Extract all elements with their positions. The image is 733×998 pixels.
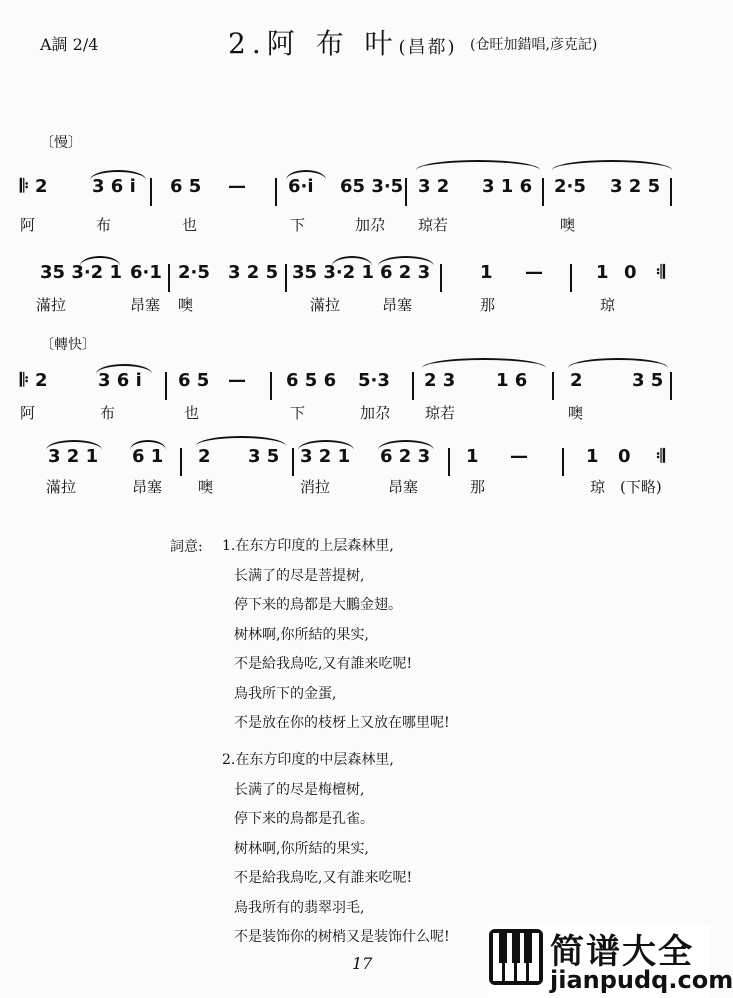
barline: [150, 178, 152, 206]
barline: [670, 178, 672, 206]
lyric: 加尕: [355, 216, 386, 234]
lyric: 下: [290, 216, 306, 234]
ciyi-label: 詞意:: [170, 539, 203, 555]
note-group: 2: [198, 446, 211, 467]
note-group: 𝄇: [656, 446, 665, 467]
verse-2: [222, 746, 450, 953]
lyric: 昂塞: [132, 478, 163, 496]
slur: [286, 170, 326, 180]
note-group: 6 5: [178, 370, 210, 391]
lyrics-line-2: [20, 294, 680, 314]
barline: [270, 372, 272, 400]
slur: [568, 358, 668, 368]
barline: [168, 264, 170, 292]
lyric: 布: [96, 216, 112, 234]
note-group: 6 2 3: [380, 446, 431, 467]
barline: [292, 448, 294, 476]
lyric: 噢: [560, 216, 576, 234]
slur: [378, 440, 434, 450]
note-group: 3 2: [418, 176, 450, 197]
verse-line: 不是給我鳥吃,又有誰来吃呢!: [234, 870, 413, 886]
barline: [165, 372, 167, 400]
verse-line: 长满了的尽是菩提树,: [234, 567, 365, 584]
note-group: 3 2 1: [48, 446, 99, 467]
note-group: 6 5: [170, 176, 202, 197]
lyric: 阿: [20, 404, 36, 422]
note-group: —: [510, 446, 528, 467]
lyric: 昂塞: [388, 478, 419, 496]
tempo-marking-slow: 〔慢〕: [40, 135, 82, 151]
note-group: 35 3·2 1: [40, 262, 122, 283]
notes-line-3: [20, 370, 680, 398]
note-group: 5·3: [358, 370, 390, 391]
slur: [298, 440, 354, 450]
staff-line-1: [20, 176, 680, 216]
barline: [440, 264, 442, 292]
lyric: 下: [290, 404, 306, 422]
lyric: (下略): [620, 478, 662, 496]
lyric: 噢: [198, 478, 214, 496]
slur: [422, 358, 546, 368]
verse-line: 鳥我所下的金蛋,: [234, 685, 337, 702]
piano-keys-icon: [488, 928, 544, 986]
lyric: 滿拉: [310, 296, 341, 314]
slur: [80, 256, 120, 266]
lyric: 昂塞: [130, 296, 161, 314]
verse-1: [222, 532, 450, 739]
slur: [332, 256, 372, 266]
song-region: (昌都): [398, 37, 457, 58]
note-group: —: [228, 370, 246, 391]
note-group: 6·i: [288, 176, 314, 197]
note-group: 2·5: [554, 176, 586, 197]
verse-line: 停下来的鳥都是孔雀。: [234, 811, 374, 827]
notes-line-4: [20, 446, 680, 474]
verse-line: 鳥我所有的翡翠羽毛,: [234, 899, 365, 916]
barline: [285, 264, 287, 292]
lyric: 琼若: [418, 216, 449, 234]
slur: [96, 364, 152, 374]
verse-line: 不是給我鳥吃,又有誰来吃呢!: [234, 656, 413, 672]
site-logo: [488, 924, 733, 998]
note-group: 𝄆 2: [20, 370, 48, 391]
notes-line-2: [20, 262, 680, 290]
note-group: 3 5: [248, 446, 280, 467]
lyric: 也: [182, 216, 198, 234]
barline: [405, 178, 407, 206]
credit-line: (仓旺加錯唱,彦克記): [470, 37, 598, 53]
note-group: 35 3·2 1: [292, 262, 374, 283]
note-group: 1: [480, 262, 493, 283]
barline: [570, 264, 572, 292]
lyric: 那: [470, 478, 486, 496]
logo-url: jianpudq.com: [550, 966, 733, 994]
note-group: 3 6 i: [98, 370, 142, 391]
note-group: 6 2 3: [380, 262, 431, 283]
key-signature: A調 2/4: [40, 35, 99, 54]
barline: [562, 448, 564, 476]
lyric: 琼: [600, 296, 616, 314]
note-group: 2·5: [178, 262, 210, 283]
lyric: 滿拉: [46, 478, 77, 496]
note-group: 65 3·5: [340, 176, 404, 197]
lyric: 噢: [568, 404, 584, 422]
note-group: 1: [596, 262, 609, 283]
verse-line: 不是装饰你的树梢又是装饰什么呢!: [234, 929, 450, 945]
slur: [46, 440, 102, 450]
verse-line: 2.在东方印度的中层森林里,: [222, 752, 394, 768]
note-group: 0: [624, 262, 637, 283]
barline: [552, 372, 554, 400]
note-group: 2: [570, 370, 583, 391]
barline: [670, 372, 672, 400]
verse-line: 树林啊,你所結的果实,: [234, 840, 369, 857]
note-group: 3 2 5: [228, 262, 279, 283]
verse-line: 不是放在你的枝枒上又放在哪里呢!: [234, 715, 450, 731]
note-group: —: [228, 176, 246, 197]
note-group: 6·1: [130, 262, 162, 283]
note-group: —: [525, 262, 543, 283]
note-group: 3 2 1: [300, 446, 351, 467]
lyric: 加尕: [360, 404, 391, 422]
slur: [196, 436, 286, 446]
verse-line: 1.在东方印度的上层森林里,: [222, 538, 394, 554]
lyric: 琼若: [425, 404, 456, 422]
note-group: 1 6: [496, 370, 528, 391]
lyric: 消拉: [300, 478, 331, 496]
lyric: 也: [184, 404, 200, 422]
note-group: 𝄆 2: [20, 176, 48, 197]
lyrics-line-3: [20, 402, 680, 422]
verse-line: 停下来的鳥都是大鵬金翅。: [234, 597, 402, 613]
verse-line: 树林啊,你所結的果实,: [234, 626, 369, 643]
lyric: 阿: [20, 216, 36, 234]
song-title: [228, 22, 457, 62]
slur: [130, 440, 166, 450]
lyric: 滿拉: [36, 296, 67, 314]
lyric: 噢: [178, 296, 194, 314]
slur: [378, 256, 434, 266]
barline: [542, 178, 544, 206]
slur: [552, 160, 672, 170]
lyrics-line-1: [20, 214, 680, 234]
lyric: 布: [100, 404, 116, 422]
note-group: 0: [618, 446, 631, 467]
page-number: 17: [352, 954, 373, 973]
note-group: 3 2 5: [610, 176, 661, 197]
note-group: 6 1: [132, 446, 164, 467]
notes-line-1: [20, 176, 680, 204]
lyric: 那: [480, 296, 496, 314]
lyric: 琼: [590, 478, 606, 496]
logo-title: 简谱大全: [550, 932, 694, 972]
lyric: 昂塞: [382, 296, 413, 314]
note-group: 3 1 6: [482, 176, 533, 197]
note-group: 1: [586, 446, 599, 467]
barline: [180, 448, 182, 476]
tempo-marking-faster: 〔轉快〕: [40, 337, 96, 353]
barline: [448, 448, 450, 476]
note-group: 3 6 i: [92, 176, 136, 197]
note-group: 1: [466, 446, 479, 467]
slur: [90, 170, 146, 180]
note-group: 6 5 6: [286, 370, 337, 391]
note-group: 3 5: [632, 370, 664, 391]
verse-line: 长满了的尽是梅檀树,: [234, 781, 365, 798]
slur: [416, 160, 540, 170]
lyrics-line-4: [20, 476, 680, 496]
barline: [275, 178, 277, 206]
barline: [412, 372, 414, 400]
note-group: 2 3: [424, 370, 456, 391]
song-title-text: 2.阿 布 叶: [228, 27, 399, 60]
note-group: 𝄇: [656, 262, 665, 283]
